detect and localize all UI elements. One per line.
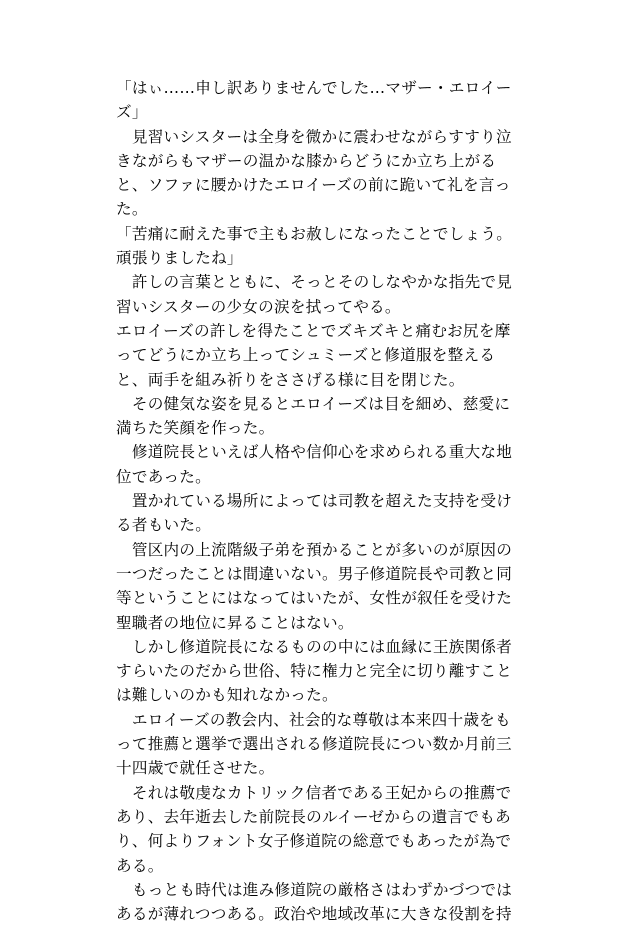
text-line: あるが薄れつつある。政治や地域改革に大きな役割を持 — [116, 905, 512, 924]
text-line: 「苦痛に耐えた事で主もお赦しになったことでしょう。 — [116, 224, 513, 243]
text-line: 習いシスターの少女の涙を拭ってやる。 — [116, 297, 401, 316]
text-line: ってどうにか立ち上ってシュミーズと修道服を整える — [116, 346, 496, 365]
text-line: それは敬虔なカトリック信者である王妃からの推薦で — [116, 783, 512, 802]
text-line: しかし修道院長になるものの中には血縁に王族関係者 — [116, 637, 513, 656]
text-line: と、ソファに腰かけたエロイーズの前に跪いて礼を言っ — [116, 176, 511, 195]
text-line: 満ちた笑顔を作った。 — [116, 419, 275, 438]
text-line: もっとも時代は進み修道院の厳格さはわずかづつでは — [116, 880, 513, 899]
text-line: ある。 — [116, 856, 164, 875]
text-line: すらいたのだから世俗、特に権力と完全に切り離すこと — [116, 662, 513, 681]
text-line: は難しいのかも知れなかった。 — [116, 686, 338, 705]
text-line: 見習いシスターは全身を微かに震わせながらすすり泣 — [116, 127, 512, 146]
text-line: 置かれている場所によっては司教を超えた支持を受け — [116, 492, 513, 511]
text-line: 位であった。 — [116, 467, 211, 486]
text-line: と、両手を組み祈りをささげる様に目を閉じた。 — [116, 370, 465, 389]
text-line: 「はぃ……申し訳ありませんでした…マザー・エロイー — [116, 79, 512, 97]
text-line: り、何よりフォント女子修道院の総意でもあったが為で — [116, 832, 512, 851]
text-line: 一つだったことは間違いない。男子修道院長や司教と同 — [116, 564, 513, 583]
text-line: た。 — [116, 200, 148, 219]
text-line: 等ということにはなってはいたが、女性が叙任を受けた — [116, 589, 513, 608]
text-line: きながらもマザーの温かな膝からどうにか立ち上がる — [116, 151, 497, 170]
text-line: 管区内の上流階級子弟を預かることが多いのが原因の — [116, 540, 513, 559]
text-line: る者もいた。 — [116, 516, 212, 535]
text-line: って推薦と選挙で選出される修道院長につい数か月前三 — [116, 735, 512, 754]
text-line: 十四歳で就任させた。 — [116, 759, 275, 778]
text-line: 修道院長といえば人格や信仰心を求められる重大な地 — [116, 443, 513, 462]
text-line: ズ」 — [116, 103, 148, 122]
text-body — [116, 76, 528, 926]
text-line: その健気な姿を見るとエロイーズは目を細め、慈愛に — [116, 394, 511, 413]
text-line: 許しの言葉とともに、そっとそのしなやかな指先で見 — [116, 273, 513, 292]
text-line: 聖職者の地位に昇ることはない。 — [116, 613, 354, 632]
text-line: 頑張りましたね」 — [116, 249, 243, 268]
text-line: あり、去年逝去した前院長のルイーゼからの遺言でもあ — [116, 807, 512, 826]
text-line: エロイーズの許しを得たことでズキズキと痛むお尻を摩 — [116, 321, 511, 340]
text-line: エロイーズの教会内、社会的な尊敬は本来四十歳をも — [116, 710, 511, 729]
